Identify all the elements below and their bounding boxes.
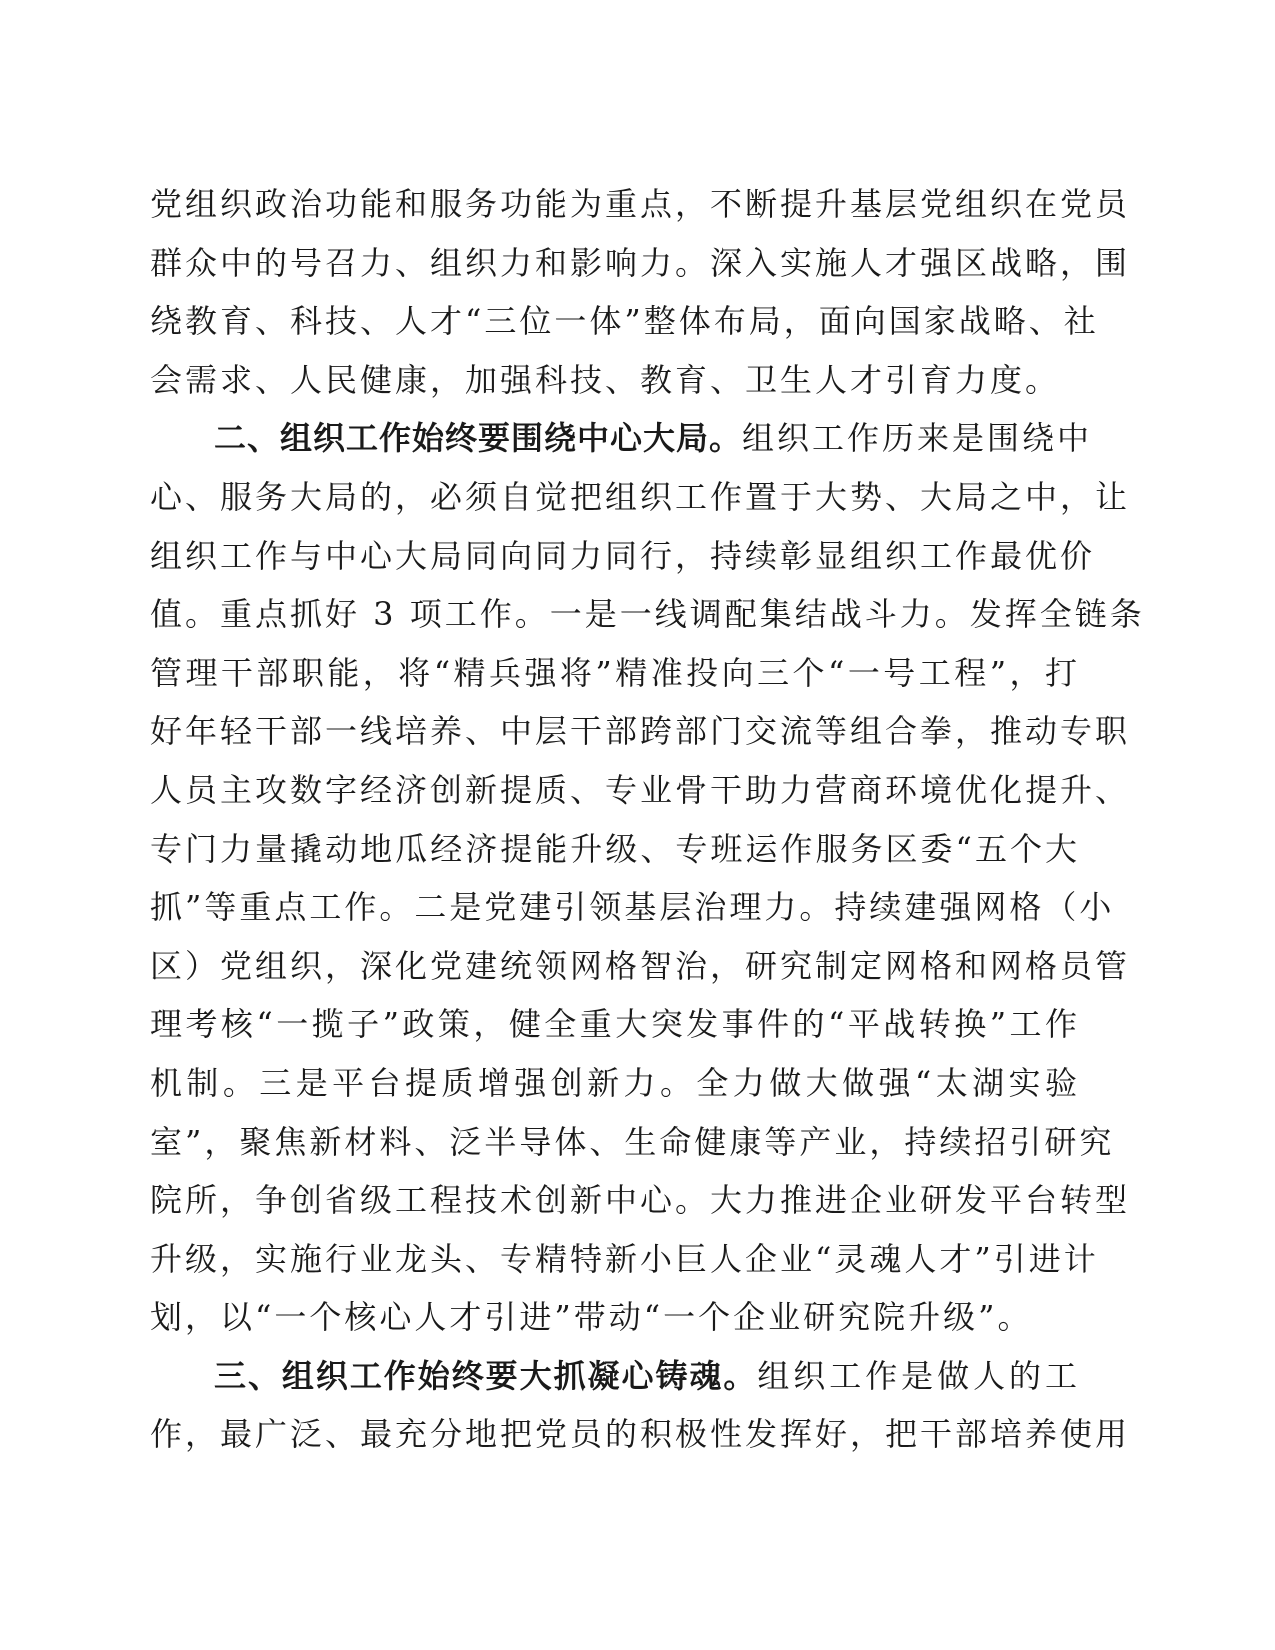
text-line: 党组织政治功能和服务功能为重点，不断提升基层党组织在党员	[150, 185, 1131, 223]
text-line: 专门力量撬动地瓜经济提能升级、专班运作服务区委“五个大	[150, 829, 1080, 868]
text-line: 室”，聚焦新材料、泛半导体、生命健康等产业，持续招引研究	[150, 1122, 1115, 1161]
text-line: 心、服务大局的，必须自觉把组织工作置于大势、大局之中，让	[150, 477, 1131, 516]
document-body	[150, 175, 1145, 1464]
text-line: 组织工作是做人的工	[757, 1356, 1080, 1395]
text-line: 组织工作与中心大局同向同力同行，持续彰显组织工作最优价	[150, 536, 1096, 575]
text-line: 值。重点抓好 3 项工作。一是一线调配集结战斗力。发挥全链条	[150, 595, 1145, 634]
text-line: 会需求、人民健康，加强科技、教育、卫生人才引育力度。	[150, 360, 1061, 399]
text-line: 好年轻干部一线培养、中层干部跨部门交流等组合拳，推动专职	[150, 712, 1131, 751]
paragraph-3-first-line	[150, 1347, 1080, 1406]
section-heading-3: 三、组织工作始终要大抓凝心铸魂。	[214, 1356, 758, 1395]
text-line: 绕教育、科技、人才“三位一体”整体布局，面向国家战略、社	[150, 302, 1099, 341]
text-line: 区）党组织，深化党建统领网格智治，研究制定网格和网格员管	[150, 946, 1131, 985]
text-line: 机制。三是平台提质增强创新力。全力做大做强“太湖实验	[150, 1063, 1080, 1102]
text-line: 理考核“一揽子”政策，健全重大突发事件的“平战转换”工作	[150, 1005, 1080, 1044]
section-heading-2: 二、组织工作始终要围绕中心大局。	[214, 419, 743, 458]
text-line: 升级，实施行业龙头、专精特新小巨人企业“灵魂人才”引进计	[150, 1239, 1099, 1278]
text-line: 抓”等重点工作。二是党建引领基层治理力。持续建强网格（小	[150, 888, 1115, 927]
text-line: 作，最广泛、最充分地把党员的积极性发挥好，把干部培养使用	[150, 1415, 1131, 1454]
text-line: 人员主攻数字经济创新提质、专业骨干助力营商环境优化提升、	[150, 770, 1131, 809]
text-line: 划，以“一个核心人才引进”带动“一个企业研究院升级”。	[150, 1298, 1033, 1337]
paragraph-2-first-line	[150, 409, 1093, 468]
text-line: 组织工作历来是围绕中	[742, 419, 1093, 458]
text-line: 院所，争创省级工程技术创新中心。大力推进企业研发平台转型	[150, 1181, 1131, 1220]
text-line: 管理干部职能，将“精兵强将”精准投向三个“一号工程”，打	[150, 653, 1080, 692]
text-line: 群众中的号召力、组织力和影响力。深入实施人才强区战略，围	[150, 243, 1131, 282]
